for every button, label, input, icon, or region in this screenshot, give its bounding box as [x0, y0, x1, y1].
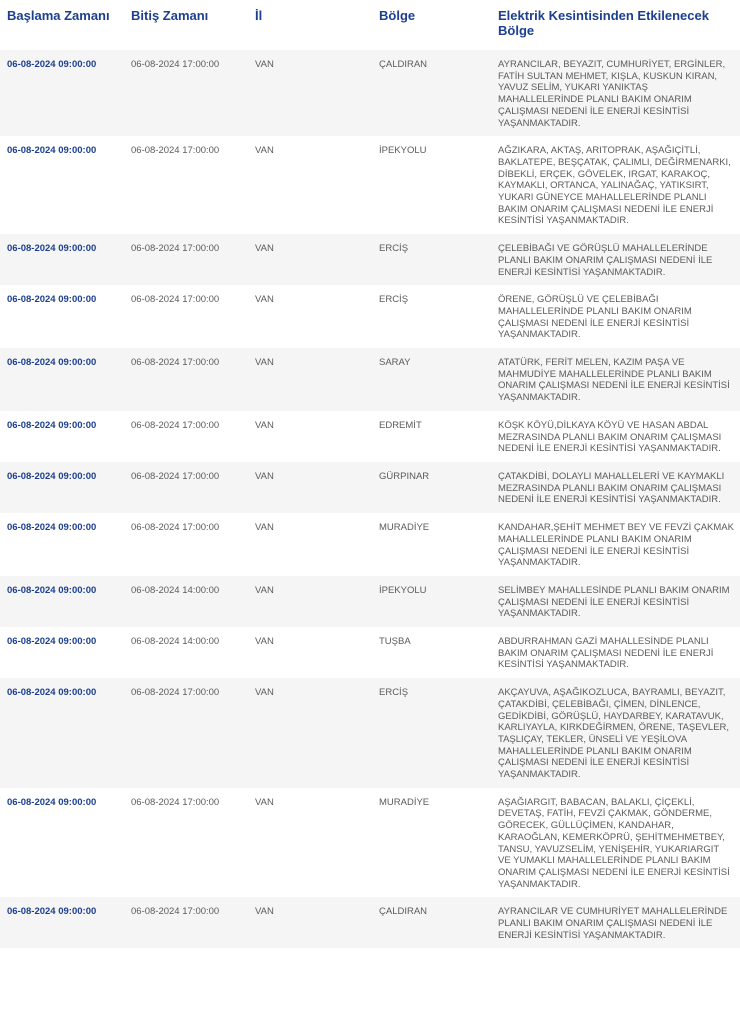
table-row — [0, 411, 740, 462]
end-time-cell: 06-08-2024 17:00:00 — [124, 462, 248, 513]
district-cell: ERCİŞ — [372, 285, 496, 348]
header-start-time: Başlama Zamanı — [0, 0, 124, 50]
province-cell: VAN — [248, 627, 372, 678]
end-time-cell: 06-08-2024 17:00:00 — [124, 234, 248, 285]
end-time-cell: 06-08-2024 17:00:00 — [124, 678, 248, 788]
table-row — [0, 348, 740, 411]
table-row — [0, 897, 740, 948]
district-cell: ERCİŞ — [372, 234, 496, 285]
start-time-cell: 06-08-2024 09:00:00 — [0, 285, 124, 348]
affected-area-cell: ÇELEBİBAĞI VE GÖRÜŞLÜ MAHALLELERİNDE PLANLI BAKIM ONARIM ÇALIŞMASI NEDENİ İLE ENERJİ KESİNTİSİ YAŞANMAKTADIR. — [496, 234, 740, 285]
district-cell: ÇALDIRAN — [372, 50, 496, 136]
district-cell: İPEKYOLU — [372, 136, 496, 234]
table-row — [0, 788, 740, 898]
province-cell: VAN — [248, 513, 372, 576]
start-time-cell: 06-08-2024 09:00:00 — [0, 576, 124, 627]
table-row — [0, 136, 740, 234]
end-time-cell: 06-08-2024 17:00:00 — [124, 285, 248, 348]
district-cell: TUŞBA — [372, 627, 496, 678]
end-time-cell: 06-08-2024 17:00:00 — [124, 411, 248, 462]
end-time-cell: 06-08-2024 17:00:00 — [124, 136, 248, 234]
header-end-time: Bitiş Zamanı — [124, 0, 248, 50]
affected-area-cell: AYRANCILAR, BEYAZIT, CUMHURİYET, ERGİNLER, FATİH SULTAN MEHMET, KIŞLA, KUSKUN KIRAN, YAVUZ SELİM, YUKARI YANIKTAŞ MAHALLELERİNDE PLANLI BAKIM ONARIM ÇALIŞMASI NEDENİ İLE ENERJİ KESİNTİSİ YAŞANMAKTADIR. — [496, 50, 740, 136]
affected-area-cell: SELİMBEY MAHALLESİNDE PLANLI BAKIM ONARIM ÇALIŞMASI NEDENİ İLE ENERJİ KESİNTİSİ YAŞANMAKTADIR. — [496, 576, 740, 627]
start-time-cell: 06-08-2024 09:00:00 — [0, 897, 124, 948]
end-time-cell: 06-08-2024 17:00:00 — [124, 513, 248, 576]
start-time-cell: 06-08-2024 09:00:00 — [0, 788, 124, 898]
table-body — [0, 50, 740, 948]
district-cell: MURADİYE — [372, 513, 496, 576]
end-time-cell: 06-08-2024 17:00:00 — [124, 348, 248, 411]
province-cell: VAN — [248, 411, 372, 462]
province-cell: VAN — [248, 576, 372, 627]
table-row — [0, 678, 740, 788]
start-time-cell: 06-08-2024 09:00:00 — [0, 678, 124, 788]
start-time-cell: 06-08-2024 09:00:00 — [0, 50, 124, 136]
district-cell: ERCİŞ — [372, 678, 496, 788]
affected-area-cell: AĞZIKARA, AKTAŞ, ARITOPRAK, AŞAĞIÇİTLİ, BAKLATEPE, BEŞÇATAK, ÇALIMLI, DEĞİRMENARKI, DİBEKLİ, ERÇEK, GÖVELEK, IRGAT, KARAKOÇ, KAYMAKLI, ORTANCA, YALINAĞAÇ, YATIKSIRT, YUKARI GÜNEYCE MAHALLELERİNDE PLANLI BAKIM ONARIM ÇALIŞMASI NEDENİ İLE ENERJİ KESİNTİSİ YAŞANMAKTADIR. — [496, 136, 740, 234]
province-cell: VAN — [248, 136, 372, 234]
affected-area-cell: AŞAĞIARGIT, BABACAN, BALAKLI, ÇİÇEKLİ, DEVETAŞ, FATİH, FEVZİ ÇAKMAK, GÖNDERME, GÖRECEK, GÜLLÜÇİMEN, KANDAHAR, KARAOĞLAN, KEMERKÖPRÜ, ŞEHİTMEHMETBEY, TANSU, YAVUZSELİM, YENİŞEHİR, YUKARIARGIT VE YUMAKLI MAHALLELERİNDE PLANLI BAKIM ONARIM ÇALIŞMASI NEDENİ İLE ENERJİ KESİNTİSİ YAŞANMAKTADIR. — [496, 788, 740, 898]
end-time-cell: 06-08-2024 14:00:00 — [124, 627, 248, 678]
table-row — [0, 627, 740, 678]
table-row — [0, 285, 740, 348]
header-province: İl — [248, 0, 372, 50]
start-time-cell: 06-08-2024 09:00:00 — [0, 348, 124, 411]
header-row — [0, 0, 740, 50]
affected-area-cell: KÖŞK KÖYÜ,DİLKAYA KÖYÜ VE HASAN ABDAL MEZRASINDA PLANLI BAKIM ONARIM ÇALIŞMASI NEDENİ İLE ENERJİ KESİNTİSİ YAŞANMAKTADIR. — [496, 411, 740, 462]
end-time-cell: 06-08-2024 17:00:00 — [124, 897, 248, 948]
province-cell: VAN — [248, 285, 372, 348]
affected-area-cell: ÖRENE, GÖRÜŞLÜ VE ÇELEBİBAĞI MAHALLELERİNDE PLANLI BAKIM ONARIM ÇALIŞMASI NEDENİ İLE ENERJİ KESİNTİSİ YAŞANMAKTADIR. — [496, 285, 740, 348]
start-time-cell: 06-08-2024 09:00:00 — [0, 513, 124, 576]
end-time-cell: 06-08-2024 17:00:00 — [124, 50, 248, 136]
province-cell: VAN — [248, 462, 372, 513]
start-time-cell: 06-08-2024 09:00:00 — [0, 627, 124, 678]
end-time-cell: 06-08-2024 17:00:00 — [124, 788, 248, 898]
province-cell: VAN — [248, 678, 372, 788]
province-cell: VAN — [248, 897, 372, 948]
header-district: Bölge — [372, 0, 496, 50]
province-cell: VAN — [248, 234, 372, 285]
table-header — [0, 0, 740, 50]
header-affected-area: Elektrik Kesintisinden Etkilenecek Bölge — [496, 0, 740, 50]
district-cell: GÜRPINAR — [372, 462, 496, 513]
district-cell: MURADİYE — [372, 788, 496, 898]
province-cell: VAN — [248, 50, 372, 136]
start-time-cell: 06-08-2024 09:00:00 — [0, 234, 124, 285]
table-row — [0, 50, 740, 136]
start-time-cell: 06-08-2024 09:00:00 — [0, 136, 124, 234]
start-time-cell: 06-08-2024 09:00:00 — [0, 462, 124, 513]
district-cell: EDREMİT — [372, 411, 496, 462]
table-row — [0, 462, 740, 513]
end-time-cell: 06-08-2024 14:00:00 — [124, 576, 248, 627]
table-row — [0, 513, 740, 576]
district-cell: ÇALDIRAN — [372, 897, 496, 948]
affected-area-cell: ÇATAKDİBİ, DOLAYLI MAHALLELERİ VE KAYMAKLI MEZRASINDA PLANLI BAKIM ONARIM ÇALIŞMASI NEDENİ İLE ENERJİ KESİNTİSİ YAŞANMAKTADIR. — [496, 462, 740, 513]
start-time-cell: 06-08-2024 09:00:00 — [0, 411, 124, 462]
affected-area-cell: AKÇAYUVA, AŞAĞIKOZLUCA, BAYRAMLI, BEYAZIT, ÇATAKDİBİ, ÇELEBİBAĞI, ÇİMEN, DİNLENCE, GEDİKDİBİ, GÖRÜŞLÜ, HAYDARBEY, KARATAVUK, KARLIYAYLA, KIRKDEĞİRMEN, ÖRENE, TAŞEVLER, TAŞLIÇAY, TEKLER, ÜNSELİ VE YEŞİLOVA MAHALLELERİNDE PLANLI BAKIM ONARIM ÇALIŞMASI NEDENİ İLE ENERJİ KESİNTİSİ YAŞANMAKTADIR. — [496, 678, 740, 788]
table-row — [0, 234, 740, 285]
affected-area-cell: ATATÜRK, FERİT MELEN, KAZIM PAŞA VE MAHMUDİYE MAHALLELERİNDE PLANLI BAKIM ONARIM ÇALIŞMASI NEDENİ İLE ENERJİ KESİNTİSİ YAŞANMAKTADIR. — [496, 348, 740, 411]
table-row — [0, 576, 740, 627]
district-cell: SARAY — [372, 348, 496, 411]
province-cell: VAN — [248, 348, 372, 411]
province-cell: VAN — [248, 788, 372, 898]
district-cell: İPEKYOLU — [372, 576, 496, 627]
affected-area-cell: KANDAHAR,ŞEHİT MEHMET BEY VE FEVZİ ÇAKMAK MAHALLELERİNDE PLANLI BAKIM ONARIM ÇALIŞMASI NEDENİ İLE ENERJİ KESİNTİSİ YAŞANMAKTADIR. — [496, 513, 740, 576]
affected-area-cell: AYRANCILAR VE CUMHURİYET MAHALLELERİNDE PLANLI BAKIM ONARIM ÇALIŞMASI NEDENİ İLE ENERJİ KESİNTİSİ YAŞANMAKTADIR. — [496, 897, 740, 948]
affected-area-cell: ABDURRAHMAN GAZİ MAHALLESİNDE PLANLI BAKIM ONARIM ÇALIŞMASI NEDENİ İLE ENERJİ KESİNTİSİ YAŞANMAKTADIR. — [496, 627, 740, 678]
